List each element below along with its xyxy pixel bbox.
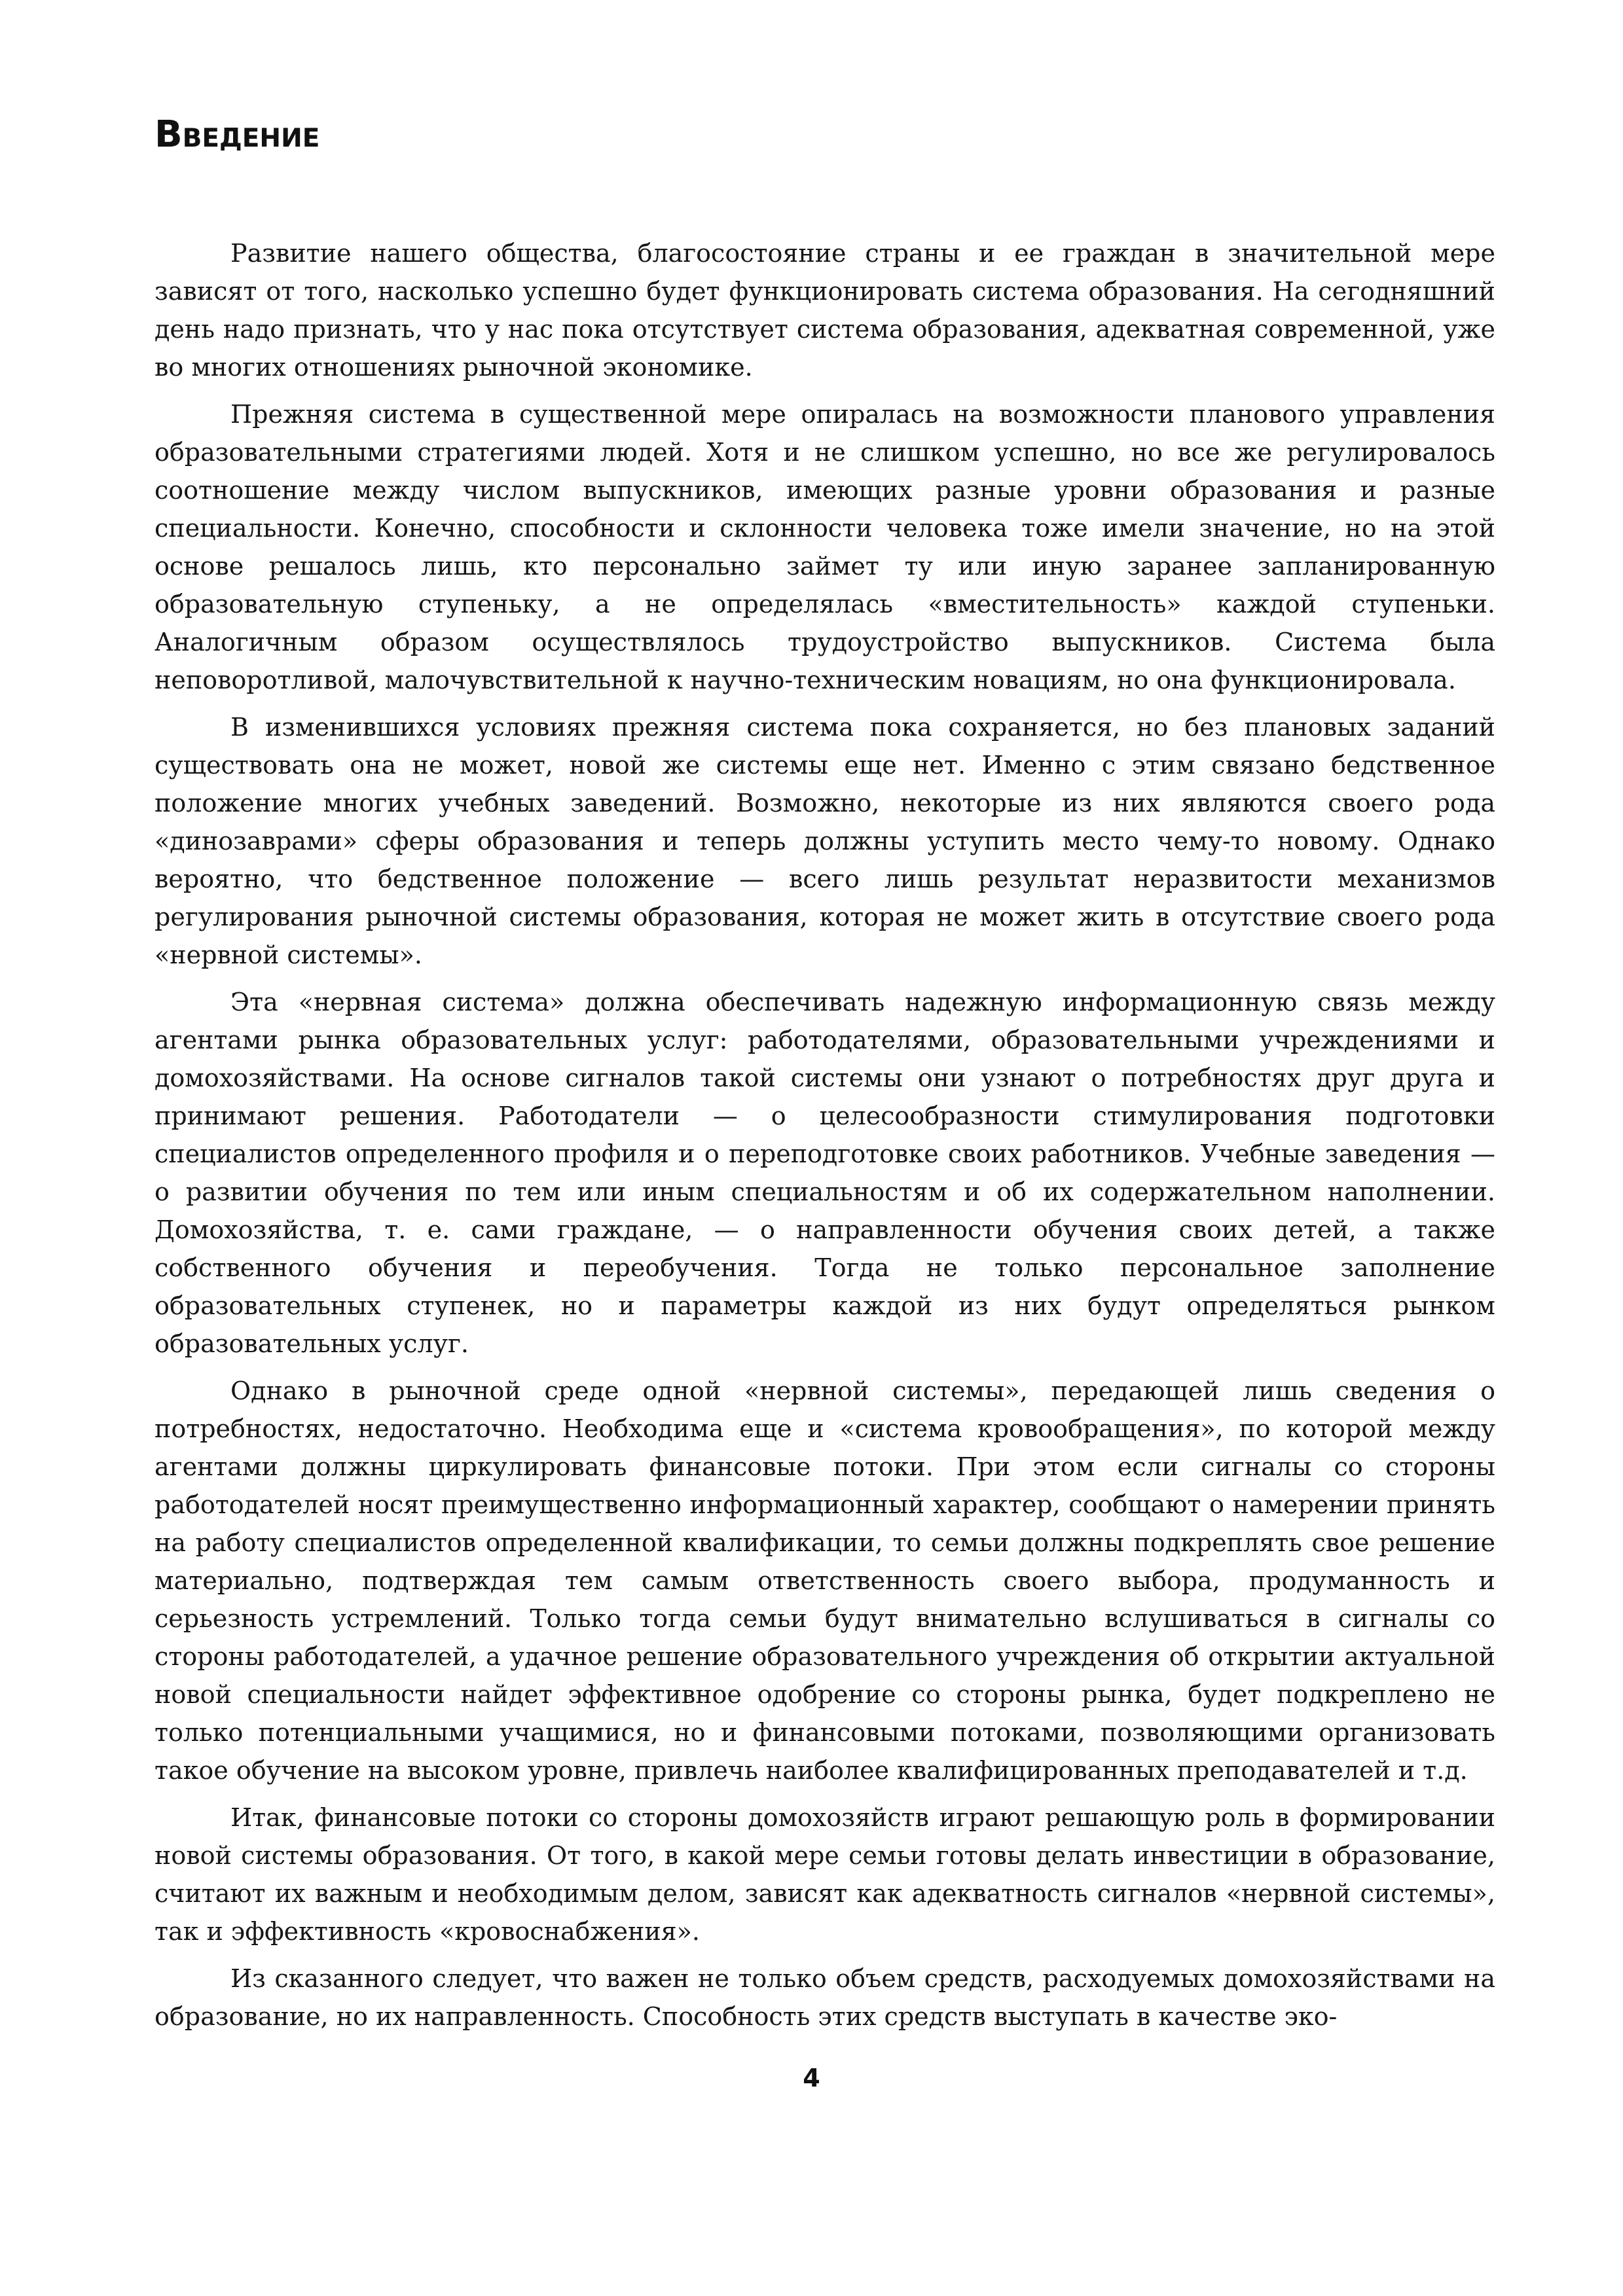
body-text — [155, 234, 1495, 2045]
paragraph: Прежняя система в существенной мере опиралась на возможности планового управления образовательными стратегиями людей. Хотя и не слишком успешно, но все же регулировалось соотношение между числом выпускников, имеющих разные уровни образования и разные специальности. Конечно, способности и склонности человека тоже имели значение, но на этой основе решалось лишь, кто персонально займет ту или иную заранее запланированную образовательную ступеньку, а не определялась «вместительность» каждой ступеньки. Аналогичным образом осуществлялось трудоустройство выпускников. Система была неповоротливой, малочувствительной к научно-техническим новациям, но она функционировала. — [155, 400, 1495, 694]
paragraph: Эта «нервная система» должна обеспечивать надежную информационную связь между агентами рынка образовательных услуг: работодателями, образовательными учреждениями и домохозяйствами. На основе сигналов такой системы они узнают о потребностях друг друга и принимают решения. Работодатели — о целесообразности стимулирования подготовки специалистов определенного профиля и о переподготовке своих работников. Учебные заведения — о развитии обучения по тем или иным специальностям и об их содержательном наполнении. Домохозяйства, т. е. сами граждане, — о направленности обучения своих детей, а также собственного обучения и переобучения. Тогда не только персональное заполнение образовательных ступенек, но и параметры каждой из них будут определяться рынком образовательных услуг. — [155, 988, 1495, 1358]
paragraph: Итак, финансовые потоки со стороны домохозяйств играют решающую роль в формировании новой системы образования. От того, в какой мере семьи готовы делать инвестиции в образование, считают их важным и необходимым делом, зависят как адекватность сигналов «нервной системы», так и эффективность «кровоснабжения». — [155, 1803, 1495, 1946]
paragraph: В изменившихся условиях прежняя система пока сохраняется, но без плановых заданий существовать она не может, новой же системы еще нет. Именно с этим связано бедственное положение многих учебных заведений. Возможно, некоторые из них являются своего рода «динозаврами» сферы образования и теперь должны уступить место чему-то новому. Однако вероятно, что бедственное положение — всего лишь результат неразвитости механизмов регулирования рыночной системы образования, которая не может жить в отсутствие своего рода «нервной системы». — [155, 713, 1495, 969]
paragraph: Однако в рыночной среде одной «нервной системы», передающей лишь сведения о потребностях, недостаточно. Необходима еще и «система кровообращения», по которой между агентами должны циркулировать финансовые потоки. При этом если сигналы со стороны работодателей носят преимущественно информационный характер, сообщают о намерении принять на работу специалистов определенной квалификации, то семьи должны подкреплять свое решение материально, подтверждая тем самым ответственность своего выбора, продуманность и серьезность устремлений. Только тогда семьи будут внимательно вслушиваться в сигналы со стороны работодателей, а удачное решение образовательного учреждения об открытии актуальной новой специальности найдет эффективное одобрение со стороны рынка, будет подкреплено не только потенциальными учащимися, но и финансовыми потоками, позволяющими организовать такое обучение на высоком уровне, привлечь наиболее квалифицированных преподавателей и т.д. — [155, 1376, 1495, 1785]
paragraph: Из сказанного следует, что важен не только объем средств, расходуемых домохозяйствами на образование, но их направленность. Способность этих средств выступать в качестве эко- — [155, 1964, 1495, 2031]
page-number: 4 — [803, 2064, 820, 2092]
section-heading: Введение — [155, 113, 320, 156]
paragraph: Развитие нашего общества, благосостояние страны и ее граждан в значительной мере зависят от того, насколько успешно будет функционировать система образования. На сегодняшний день надо признать, что у нас пока отсутствует система образования, адекватная современной, уже во многих отношениях рыночной экономике. — [155, 239, 1495, 382]
